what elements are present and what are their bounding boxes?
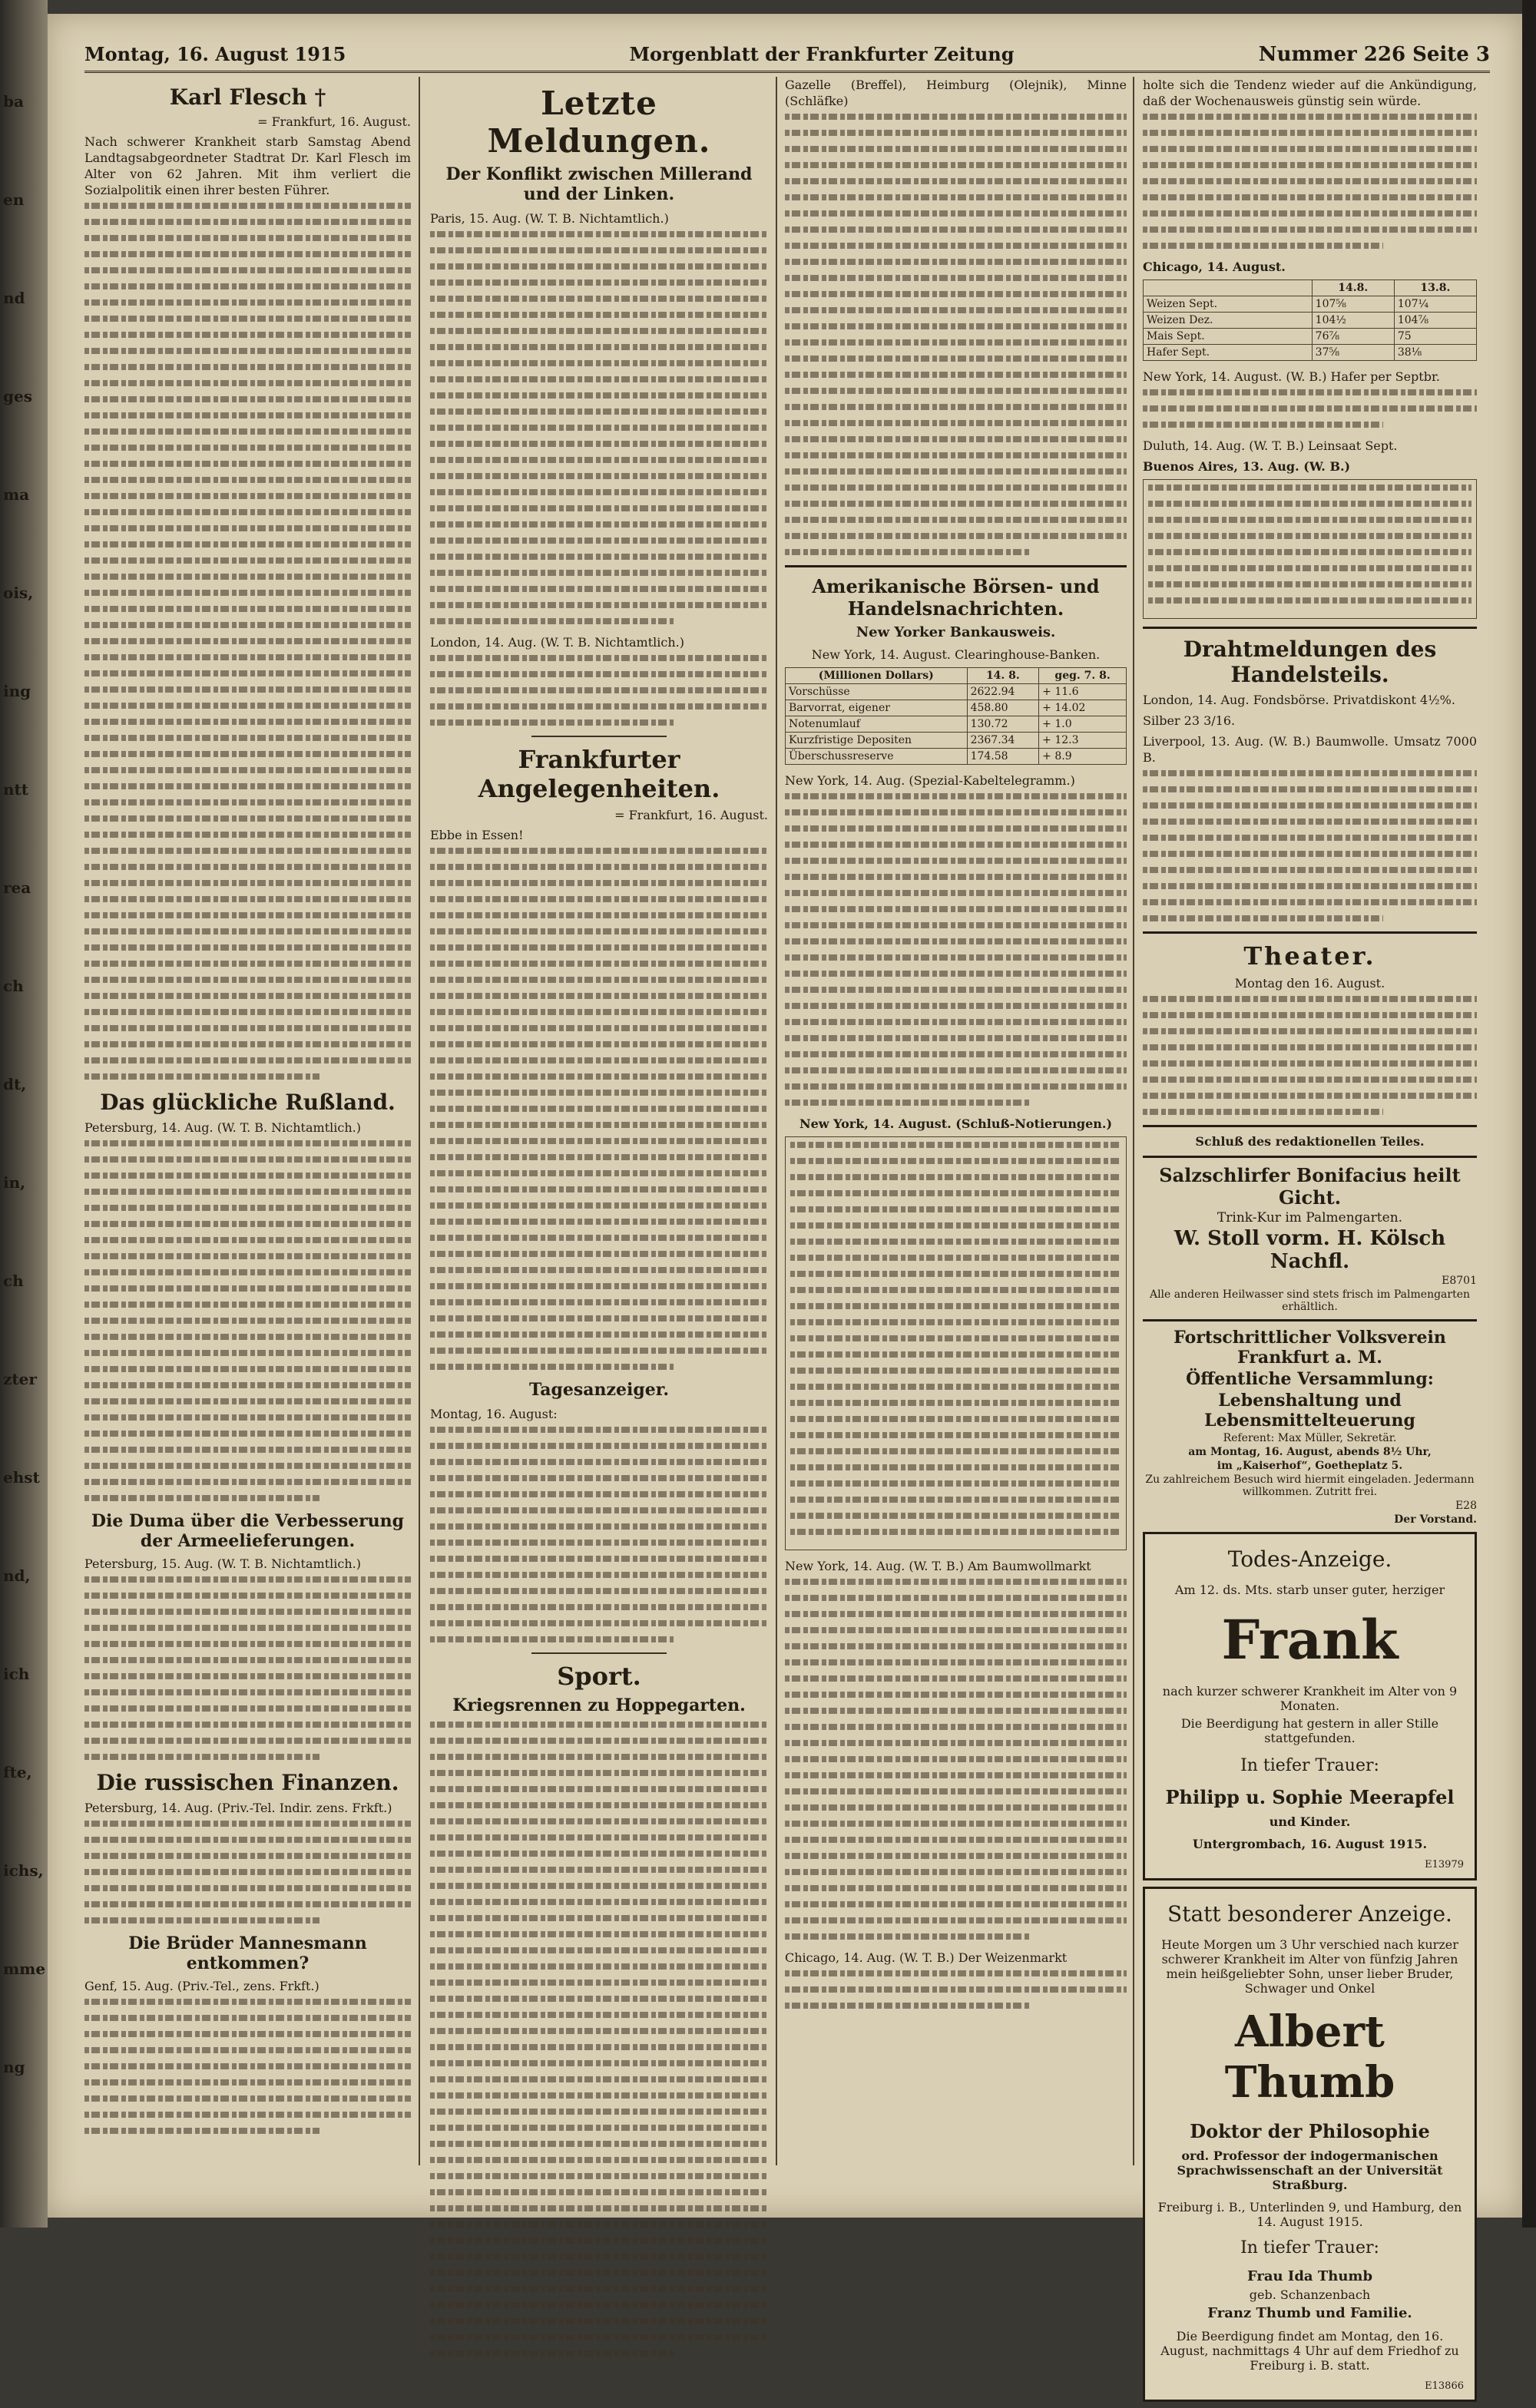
table-row xyxy=(1144,345,1477,361)
strip-word: nd xyxy=(3,289,25,307)
table-header: 13.8. xyxy=(1394,280,1476,296)
death-notice-degree: Doktor der Philosophie xyxy=(1190,2120,1430,2142)
grain-price-table xyxy=(1143,280,1477,361)
article-text-block xyxy=(785,1970,1127,2009)
table-row xyxy=(786,749,1127,765)
article-text-block xyxy=(430,848,768,1370)
strip-word: ges xyxy=(3,387,32,405)
strip-word: rea xyxy=(3,878,31,897)
strip-word: ich xyxy=(3,1665,30,1683)
death-notice-intro: Am 12. ds. Mts. starb unser guter, herziger xyxy=(1174,1583,1445,1597)
article-headline: Die Duma über die Verbesserung der Armeelieferungen. xyxy=(91,1511,405,1551)
table-header-row xyxy=(1144,280,1477,296)
article-dateline: Petersburg, 14. Aug. (Priv.-Tel. Indir. zens. Frkft.) xyxy=(84,1801,392,1815)
death-notice-text: nach kurzer schwerer Krankheit im Alter von 9 Monaten. xyxy=(1162,1684,1458,1713)
table-cell: 2622.94 xyxy=(967,684,1039,700)
death-notice-family: Philipp u. Sophie Meerapfel xyxy=(1165,1786,1455,1808)
market-report-dateline: New York, 14. Aug. (W. T. B.) Am Baumwollmarkt xyxy=(785,1559,1091,1573)
ad-seller: W. Stoll vorm. H. Kölsch Nachfl. xyxy=(1174,1227,1446,1273)
death-notice-thumb xyxy=(1143,1887,1477,2402)
table-cell: Barvorrat, eigener xyxy=(786,700,968,716)
table-cell: Weizen Dez. xyxy=(1144,313,1313,329)
ad-subtitle: Trink-Kur im Palmengarten. xyxy=(1217,1210,1403,1226)
theater-listings xyxy=(1143,996,1477,1115)
section-headline: Drahtmeldungen des Handelsteils. xyxy=(1183,637,1437,687)
table-header-row xyxy=(786,668,1127,684)
section-subheadline: New Yorker Bankausweis. xyxy=(856,624,1056,640)
article-text-block xyxy=(84,1140,411,1501)
article-text-block xyxy=(84,1999,411,2134)
table-cell: 38⅛ xyxy=(1394,345,1476,361)
header-page-number: Nummer 226 Seite 3 xyxy=(1258,43,1490,66)
article-text-block xyxy=(84,1576,411,1760)
death-notice-mourning: In tiefer Trauer: xyxy=(1240,1756,1379,1775)
theater-date: Montag den 16. August. xyxy=(1234,976,1385,991)
article-dateline: Petersburg, 14. Aug. (W. T. B. Nichtamtlich.) xyxy=(84,1120,361,1135)
death-notice-title: Todes-Anzeige. xyxy=(1227,1546,1392,1572)
table-header: 14.8. xyxy=(1312,280,1394,296)
ad-code: E28 xyxy=(1455,1500,1477,1512)
article-headline: Die Brüder Mannesmann entkommen? xyxy=(128,1933,367,1973)
table-cell: 104⅞ xyxy=(1394,313,1476,329)
death-notice-text: Heute Morgen um 3 Uhr verschied nach kurzer schwerer Krankheit im Alter von fünfzig Jahren mein heißgeliebter Sohn, unser lieber Bruder, Schwager und Onkel xyxy=(1161,1937,1458,1996)
column-1 xyxy=(84,77,411,2144)
death-notice-frank xyxy=(1143,1532,1477,1880)
ad-time: am Montag, 16. August, abends 8½ Uhr, xyxy=(1188,1446,1432,1458)
article-text-block xyxy=(430,1722,768,2357)
grain-export-table xyxy=(1143,479,1477,619)
death-notice-title: Statt besonderer Anzeige. xyxy=(1167,1901,1452,1927)
market-line: Liverpool, 13. Aug. (W. B.) Baumwolle. Umsatz 7000 B. xyxy=(1143,734,1477,765)
table-row xyxy=(786,716,1127,733)
table-cell: 458.80 xyxy=(967,700,1039,716)
market-intro: holte sich die Tendenz wieder auf die Ankündigung, daß der Wochenausweis günstig sein würde. xyxy=(1143,78,1477,108)
strip-word: ois, xyxy=(3,584,34,602)
article-text-block xyxy=(430,655,768,726)
article-headline: Das glückliche Rußland. xyxy=(100,1090,396,1115)
section-headline: Frankfurter Angelegenheiten. xyxy=(478,745,720,803)
strip-word: ch xyxy=(3,977,24,995)
table-row xyxy=(1144,296,1477,313)
table-header: 14. 8. xyxy=(967,668,1039,684)
strip-word: ntt xyxy=(3,780,29,799)
table-cell: 75 xyxy=(1394,329,1476,345)
table-row xyxy=(1144,313,1477,329)
bank-statement-table xyxy=(785,667,1127,765)
quotation-table xyxy=(785,1136,1127,1550)
ad-title: Fortschrittlicher Volksverein Frankfurt a. M. xyxy=(1174,1328,1446,1368)
table-cell: 104½ xyxy=(1312,313,1394,329)
daily-listing-text xyxy=(430,1427,768,1642)
strip-word: zter xyxy=(3,1370,37,1388)
race-results-text xyxy=(785,114,1127,555)
ad-topic: Lebenshaltung und Lebensmittelteuerung xyxy=(1204,1391,1415,1431)
obituary-headline: Karl Flesch † xyxy=(169,84,326,110)
ad-speaker: Referent: Max Müller, Sekretär. xyxy=(1223,1432,1397,1444)
table-cell: Vorschüsse xyxy=(786,684,968,700)
table-cell: + 11.6 xyxy=(1039,684,1127,700)
table-cell: Mais Sept. xyxy=(1144,329,1313,345)
table-cell: 174.58 xyxy=(967,749,1039,765)
table-cell: Notenumlauf xyxy=(786,716,968,733)
strip-word: fte, xyxy=(3,1763,32,1781)
section-headline: Letzte Meldungen. xyxy=(487,84,711,160)
strip-word: mme xyxy=(3,1960,46,1978)
strip-word: ma xyxy=(3,485,30,504)
column-3 xyxy=(785,77,1127,2019)
ad-code: E8701 xyxy=(1442,1275,1477,1287)
column-rule xyxy=(776,77,777,2165)
table-header xyxy=(1144,280,1313,296)
table-header: (Millionen Dollars) xyxy=(786,668,968,684)
strip-word: dt, xyxy=(3,1075,27,1093)
book-binding-edge xyxy=(1522,0,1536,2228)
article-text-block xyxy=(430,231,768,624)
table-cell: 107⅝ xyxy=(1312,296,1394,313)
market-report-dateline: New York, 14. Aug. (Spezial-Kabeltelegramm.) xyxy=(785,773,1075,788)
table-cell: 130.72 xyxy=(967,716,1039,733)
ad-invite: Zu zahlreichem Besuch wird hiermit eingeladen. Jedermann willkommen. Zutritt frei. xyxy=(1145,1474,1475,1498)
section-headline: Amerikanische Börsen- und Handelsnachrichten. xyxy=(812,575,1100,620)
table-row xyxy=(786,684,1127,700)
death-notice-place: Freiburg i. B., Unterlinden 9, und Hamburg, den 14. August 1915. xyxy=(1157,2200,1462,2229)
article-text-block xyxy=(1143,114,1477,249)
strip-word: ichs, xyxy=(3,1861,44,1880)
table-header: geg. 7. 8. xyxy=(1039,668,1127,684)
article-dateline: Genf, 15. Aug. (Priv.-Tel., zens. Frkft.) xyxy=(84,1979,319,1993)
advertisement-mineral-water xyxy=(1143,1164,1477,1313)
death-notice-mother-maiden: geb. Schanzenbach xyxy=(1249,2287,1371,2302)
ad-place: im „Kaiserhof“, Goetheplatz 5. xyxy=(1217,1460,1403,1472)
editorial-end-notice: Schluß des redaktionellen Teiles. xyxy=(1195,1134,1425,1149)
strip-word: ng xyxy=(3,2058,25,2076)
strip-word: in, xyxy=(3,1173,26,1192)
column-2 xyxy=(430,77,768,2367)
death-notice-code: E13866 xyxy=(1425,2380,1464,2392)
column-4 xyxy=(1143,77,1477,2408)
column-rule xyxy=(1133,77,1134,2165)
article-text-block xyxy=(785,1579,1127,1940)
table-row xyxy=(786,700,1127,716)
section-headline: Sport. xyxy=(557,1662,641,1691)
death-notice-name: Frank xyxy=(1221,1608,1399,1672)
table-cell: Weizen Sept. xyxy=(1144,296,1313,313)
strip-word: ba xyxy=(3,92,24,111)
results-intro: Gazelle (Breffel), Heimburg (Olejnik), Minne (Schläfke) xyxy=(785,78,1127,108)
death-notice-children: und Kinder. xyxy=(1269,1814,1351,1829)
table-cell: + 8.9 xyxy=(1039,749,1127,765)
section-dateline: = Frankfurt, 16. August. xyxy=(614,808,768,822)
death-notice-mother: Frau Ida Thumb xyxy=(1246,2268,1373,2284)
column-rule xyxy=(419,77,420,2165)
adjacent-page-strip xyxy=(0,0,48,2228)
death-notice-place: Untergrombach, 16. August 1915. xyxy=(1192,1837,1428,1851)
death-notice-role: ord. Professor der indogermanischen Sprachwissenschaft an der Universität Straßburg. xyxy=(1177,2148,1443,2192)
table-cell: 37⅝ xyxy=(1312,345,1394,361)
article-dateline: Petersburg, 15. Aug. (W. T. B. Nichtamtlich.) xyxy=(84,1556,361,1571)
market-line: Duluth, 14. Aug. (W. T. B.) Leinsaat Sept. xyxy=(1143,438,1398,453)
article-dateline: London, 14. Aug. (W. T. B. Nichtamtlich.) xyxy=(430,635,684,650)
strip-word: ch xyxy=(3,1272,24,1290)
market-line: Buenos Aires, 13. Aug. (W. B.) xyxy=(1143,459,1351,474)
market-line: New York, 14. August. (W. B.) Hafer per Septbr. xyxy=(1143,369,1440,384)
market-line: London, 14. Aug. Fondsbörse. Privatdiskont 4½%. xyxy=(1143,693,1455,707)
market-label: Chicago, 14. August. xyxy=(1143,260,1286,274)
article-text-block xyxy=(785,793,1127,1106)
article-text-block xyxy=(1143,389,1477,428)
table-row xyxy=(1144,329,1477,345)
death-notice-burial: Die Beerdigung hat gestern in aller Stille stattgefunden. xyxy=(1180,1716,1439,1745)
strip-word: en xyxy=(3,190,25,209)
ad-subtitle: Öffentliche Versammlung: xyxy=(1186,1369,1434,1389)
table-row xyxy=(786,733,1127,749)
ad-title: Salzschlirfer Bonifacius heilt Gicht. xyxy=(1159,1164,1461,1209)
table-cell: 76⅞ xyxy=(1312,329,1394,345)
ad-note: Alle anderen Heilwasser sind stets frisch im Palmengarten erhältlich. xyxy=(1149,1288,1471,1313)
table-cell: 2367.34 xyxy=(967,733,1039,749)
article-text-block xyxy=(84,203,411,1080)
advertisement-meeting xyxy=(1143,1328,1477,1526)
market-report-dateline: Chicago, 14. Aug. (W. T. B.) Der Weizenmarkt xyxy=(785,1950,1068,1965)
death-notice-family: Franz Thumb und Familie. xyxy=(1207,2305,1412,2321)
article-text-block xyxy=(1143,770,1477,921)
obituary-dateline: = Frankfurt, 16. August. xyxy=(257,114,411,129)
finance-dateline: New York, 14. August. Clearinghouse-Banken. xyxy=(811,647,1101,662)
table-cell: + 14.02 xyxy=(1039,700,1127,716)
strip-word: nd, xyxy=(3,1566,31,1585)
daily-listing-date: Montag, 16. August: xyxy=(430,1407,558,1421)
table-cell: + 12.3 xyxy=(1039,733,1127,749)
death-notice-burial: Die Beerdigung findet am Montag, den 16. August, nachmittags 4 Uhr auf dem Friedhof zu Freiburg i. B. statt. xyxy=(1160,2329,1459,2373)
section-subheadline: Kriegsrennen zu Hoppegarten. xyxy=(452,1695,746,1715)
quotation-table-title: New York, 14. August. (Schluß-Notierungen.) xyxy=(799,1116,1113,1131)
table-cell: Kurzfristige Depositen xyxy=(786,733,968,749)
daily-listing-title: Tagesanzeiger. xyxy=(529,1380,669,1400)
strip-word: ehst xyxy=(3,1468,40,1487)
theater-headline: Theater. xyxy=(1243,941,1376,971)
article-headline: Die russischen Finanzen. xyxy=(96,1770,399,1795)
page-header xyxy=(84,40,1490,73)
death-notice-name: Albert Thumb xyxy=(1224,2006,1395,2108)
article-dateline: Paris, 15. Aug. (W. T. B. Nichtamtlich.) xyxy=(430,211,669,226)
header-date: Montag, 16. August 1915 xyxy=(84,43,346,65)
section-subheadline: Der Konflikt zwischen Millerand und der Linken. xyxy=(445,164,753,204)
article-text-block xyxy=(84,1821,411,1923)
ad-signature: Der Vorstand. xyxy=(1394,1513,1477,1526)
strip-word: ing xyxy=(3,682,31,700)
obituary-text: Nach schwerer Krankheit starb Samstag Abend Landtagsabgeordneter Stadtrat Dr. Karl Flesch im Alter von 62 Jahren. Mit ihm verliert die Sozialpolitik einen ihrer besten Führer. xyxy=(84,134,411,197)
header-paper-title: Morgenblatt der Frankfurter Zeitung xyxy=(629,43,1015,65)
table-cell: 107¼ xyxy=(1394,296,1476,313)
table-cell: Hafer Sept. xyxy=(1144,345,1313,361)
death-notice-code: E13979 xyxy=(1425,1859,1464,1871)
death-notice-mourning: In tiefer Trauer: xyxy=(1240,2238,1379,2258)
table-cell: Überschussreserve xyxy=(786,749,968,765)
local-item-title: Ebbe in Essen! xyxy=(430,828,524,842)
market-line: Silber 23 3/16. xyxy=(1143,713,1236,728)
table-cell: + 1.0 xyxy=(1039,716,1127,733)
